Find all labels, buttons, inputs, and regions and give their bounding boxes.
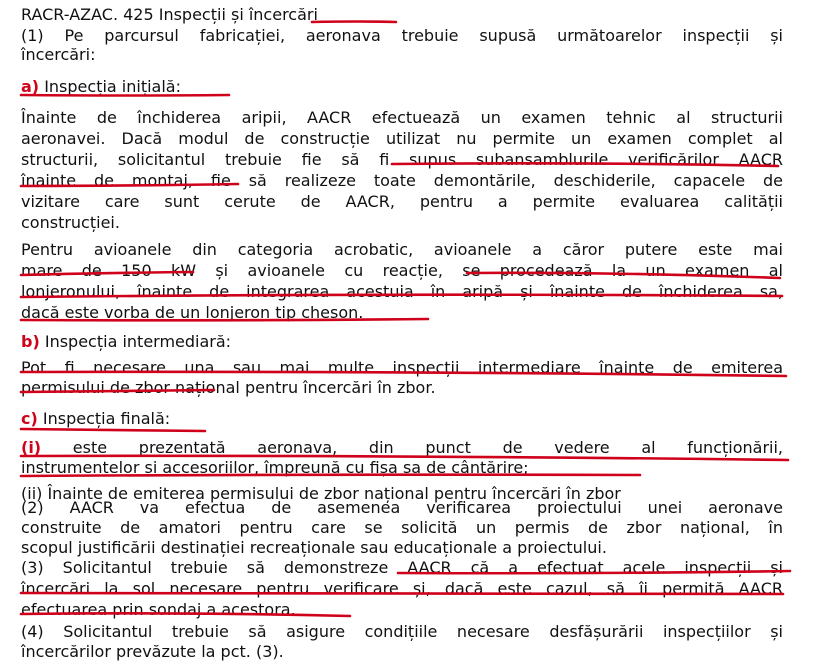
paragraph-2-line-3: scopul justificării destinației recreaționale sau educaționale a proiectului. <box>21 538 607 557</box>
section-a-para1-line-2: aeronavei. Dacă modul de construcție utilizat nu permite un examen complet al <box>21 129 783 148</box>
section-a-para1-line-5: vizitare care sunt cerute de AACR, pentru a permite evaluarea calității <box>21 192 783 211</box>
section-a-para1-line-4: înainte de montaj, fie să realizeze toate demontările, deschiderile, capacele de <box>21 171 783 190</box>
section-a-heading <box>21 77 181 97</box>
section-a-para1-line-6: construcției. <box>21 213 120 232</box>
paragraph-4-line-2: încercărilor prevăzute la pct. (3). <box>21 642 284 661</box>
item-i-marker: (i) <box>21 438 42 457</box>
paragraph-3-line-1: (3) Solicitantul trebuie să demonstreze AACR că a efectuat acele inspecții și <box>21 558 783 577</box>
section-c-item-i-line-2: instrumentelor și accesoriilor, împreună cu fișa sa de cântărire; <box>21 458 529 477</box>
underline-section-c-heading <box>21 429 205 431</box>
section-c-marker: c) <box>21 409 38 428</box>
section-a-para1-line-1: Înainte de închiderea aripii, AACR efectuează un examen tehnic al structurii <box>21 108 783 127</box>
section-a-marker: a) <box>21 77 40 96</box>
paragraph-1-line-1: (1) Pe parcursul fabricației, aeronava trebuie supusă următoarelor inspecții și <box>21 26 783 45</box>
paragraph-4-line-1: (4) Solicitantul trebuie să asigure condițiile necesare desfășurării inspecțiilor și <box>21 622 783 641</box>
section-b-marker: b) <box>21 332 40 351</box>
underline-heading-end <box>312 22 396 23</box>
paragraph-2-line-1: (2) AACR va efectua de asemenea verificarea proiectului unei aeronave <box>21 498 783 517</box>
paragraph-3-line-2: încercări la sol necesare pentru verificare și, dacă este cazul, să îi permită AACR <box>21 579 783 598</box>
section-c-heading <box>21 409 170 429</box>
cropped-text: (ii) Înainte de emiterea permisului de zbor național pentru încercări în zbor <box>21 484 621 503</box>
section-a-para1-line-3: structurii, solicitantul trebuie fie să fi supus subansamblurile verificărilor AACR <box>21 150 783 169</box>
section-b-para-line-1: Pot fi necesare una sau mai multe inspecții intermediare înainte de emiterea <box>21 358 783 377</box>
document-heading: RACR-AZAC. 425 Inspecții și încercări <box>21 5 318 24</box>
section-b-title: Inspecția intermediară: <box>39 332 232 351</box>
paragraph-1-line-2: încercări: <box>21 45 96 64</box>
section-a-title: Inspecția inițială: <box>39 77 181 96</box>
section-a-para2-line-3: lonjeronului, înainte de integrarea acestuia în aripă și înainte de închiderea sa, <box>21 282 783 301</box>
section-c-title: Inspecția finală: <box>37 409 171 428</box>
section-a-para2-line-2: mare de 150 kW și avioanele cu reacție, se procedează la un examen al <box>21 261 783 280</box>
section-a-para2-line-4: dacă este vorba de un lonjeron tip cheson. <box>21 303 364 322</box>
section-c-item-i-line-1 <box>21 438 783 458</box>
section-a-para2-line-1: Pentru avioanele din categoria acrobatic, avioanele a căror putere este mai <box>21 240 783 259</box>
paragraph-2-line-2: construite de amatori pentru care se solicită un permis de zbor național, în <box>21 518 783 537</box>
section-b-heading <box>21 332 231 352</box>
section-b-para-line-2: permisului de zbor național pentru încercări în zbor. <box>21 378 436 397</box>
paragraph-3-line-3: efectuarea prin sondaj a acestora. <box>21 600 296 619</box>
cropped-text-line <box>21 484 783 503</box>
item-i-text: este prezentată aeronava, din punct de vedere al funcționării, <box>41 438 783 457</box>
